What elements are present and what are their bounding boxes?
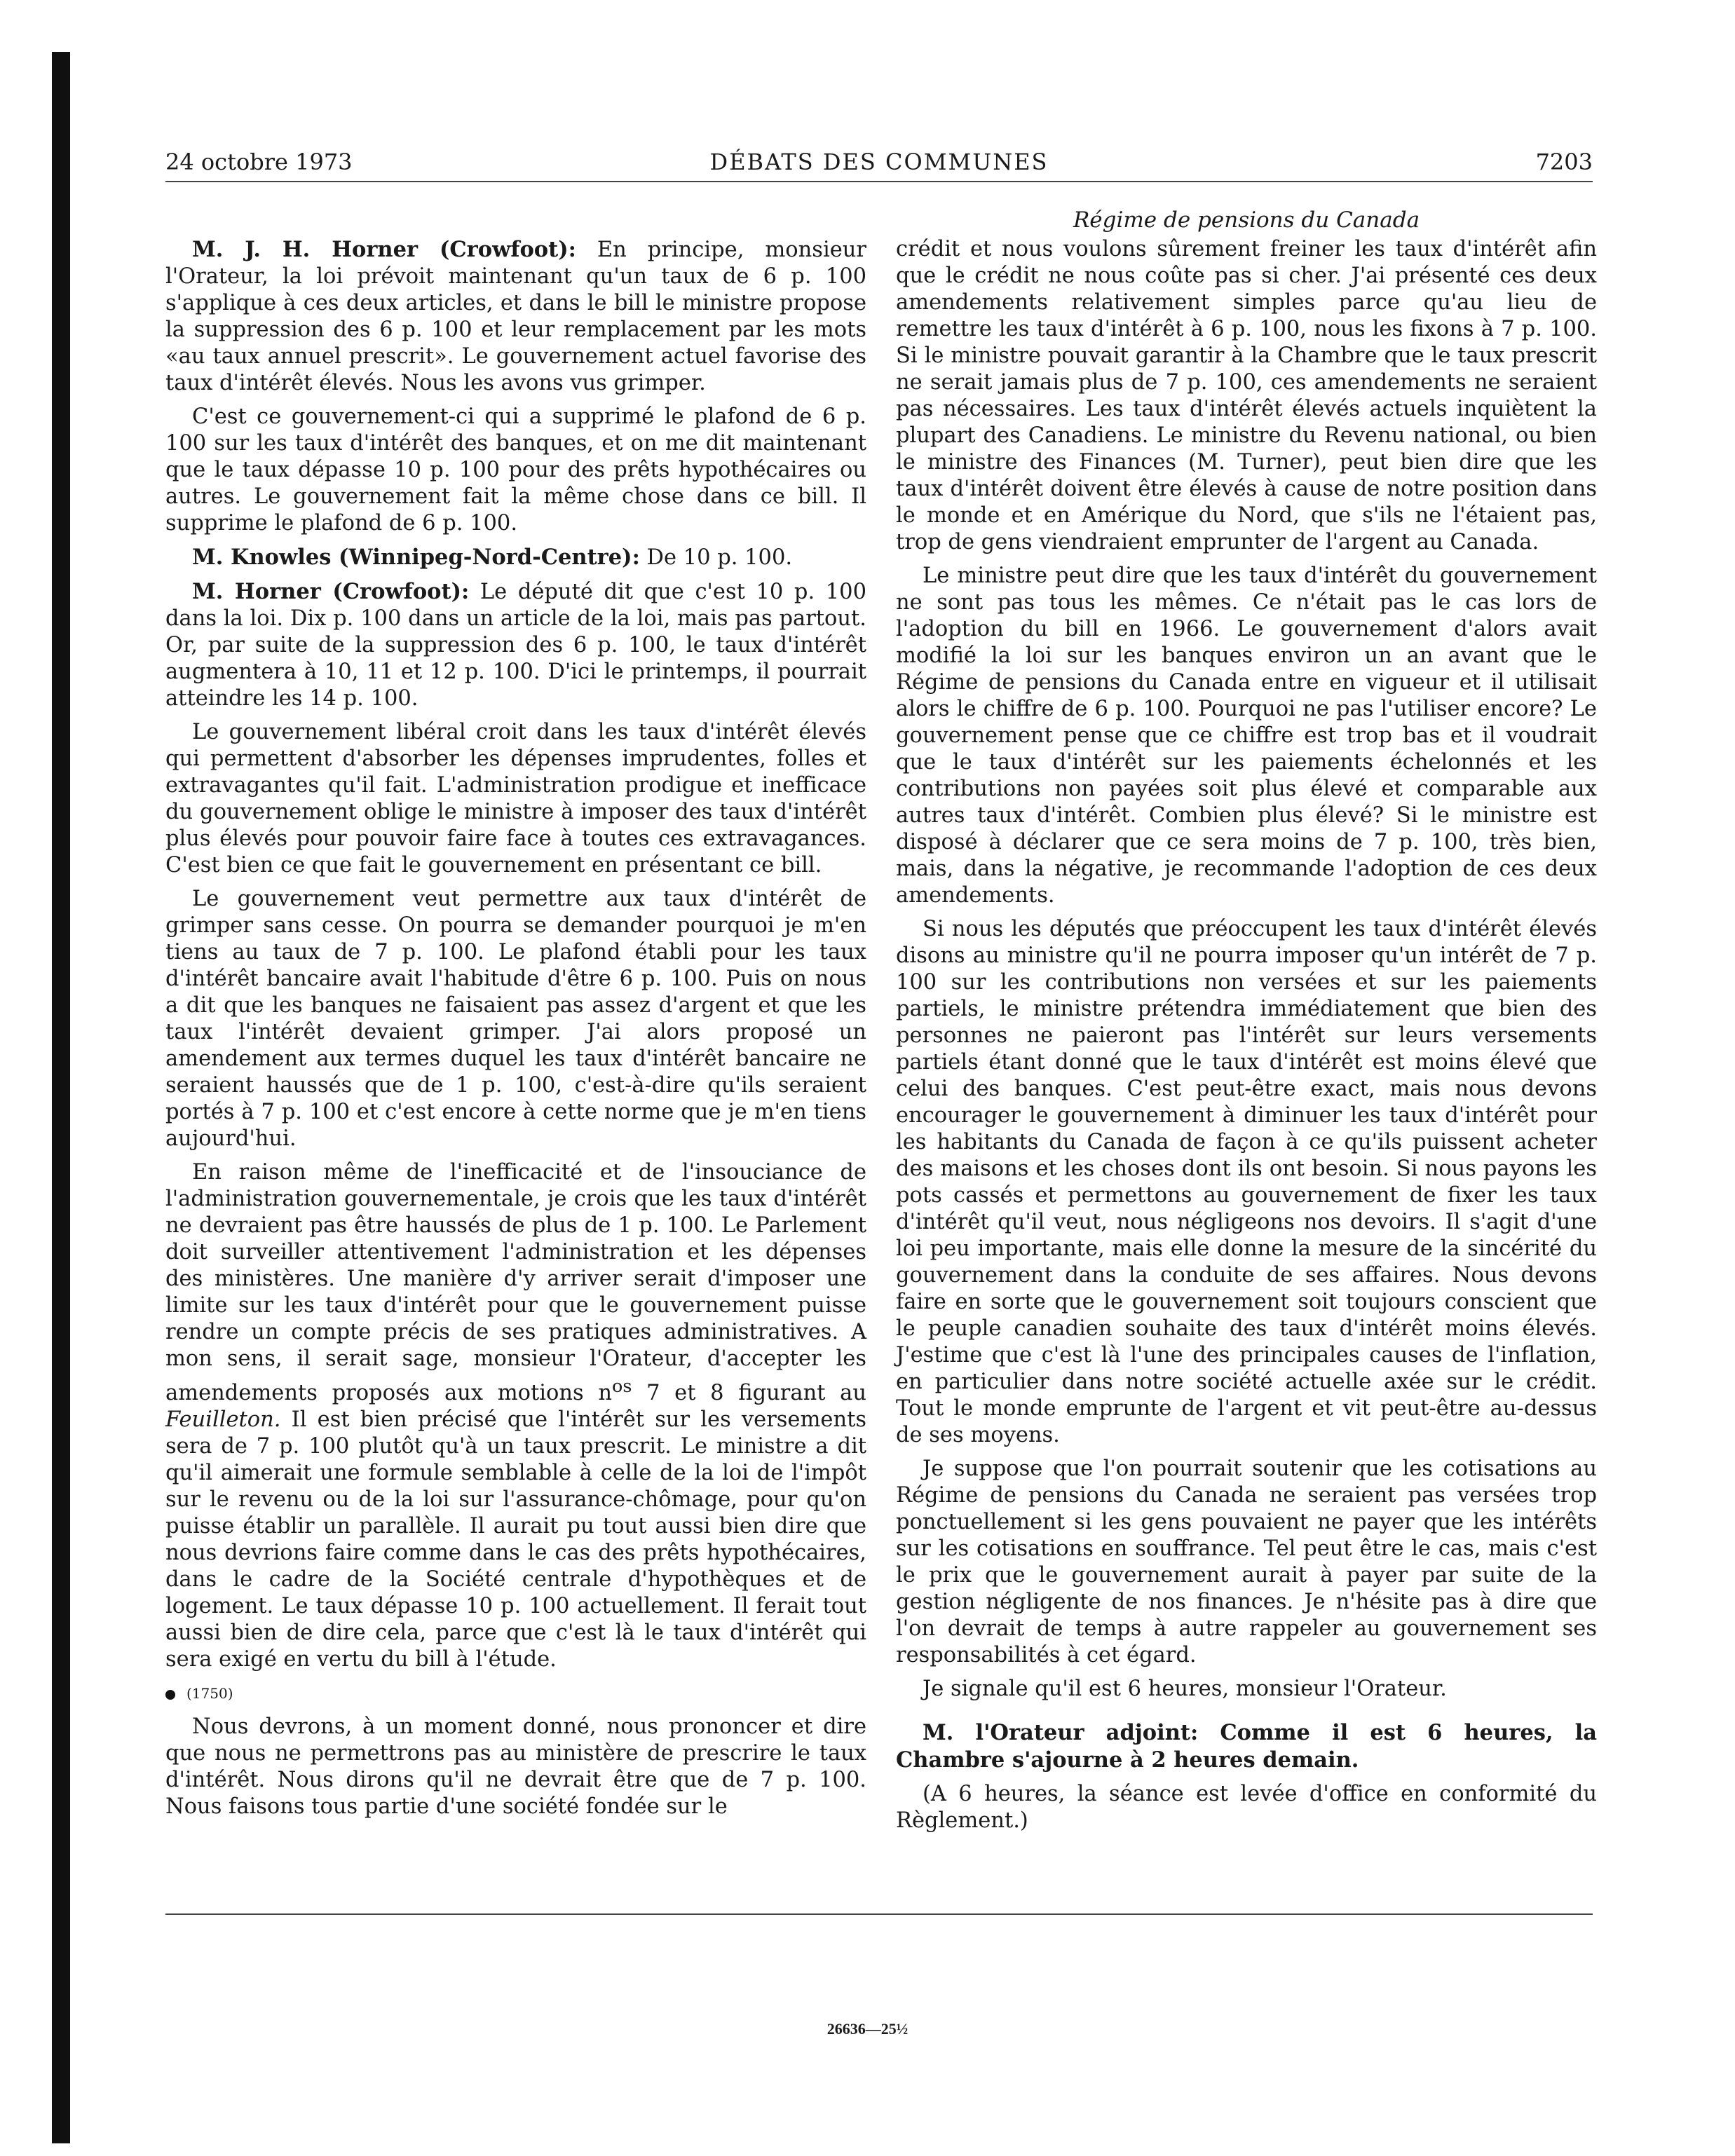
running-title: Régime de pensions du Canada [1073,207,1420,233]
header-date: 24 octobre 1973 [165,149,353,175]
right-column [896,207,1597,1841]
bullet-icon [165,1690,175,1700]
paragraph: En raison même de l'inefficacité et de l'insouciance de l'administration gouvernementale, je crois que les taux d'intérêt ne devraient pas être haussés de plus de 1 p. 100. Le Parlement doit surveiller attentivement l'administration et les dépenses des ministères. Une manière d'y arriver serait d'imposer une limite sur les taux d'intérêt pour que le gouvernement puisse rendre un compte précis de ses pratiques administratives. A mon sens, il serait sage, monsieur l'Orateur, d'accepter les amendements proposés aux motions $n^{os}$ 7 et 8 figurant au Feuilleton. Il est bien précisé que l'intérêt sur les versements sera de 7 p. 100 plutôt qu'à un taux prescrit. Le ministre a dit qu'il aimerait une formule semblable à celle de la loi de l'impôt sur le revenu ou de la loi sur l'assurance-chômage, pour qu'on puisse établir un parallèle. Il aurait pu tout aussi bien dire que nous devrions faire comme dans le cas des prêts hypothécaires, dans le cadre de la Société centrale d'hypothèques et de logement. Le taux dépasse 10 p. 100 actuellement. Il ferait tout aussi bien de dire cela, parce que c'est là le taux d'intérêt qui sera exigé en vertu du bill à l'étude. [165,1160,866,1672]
left-column [165,207,866,1827]
paragraph [896,1719,1597,1774]
paragraph: Nous devrons, à un moment donné, nous prononcer et dire que nous ne permettrons pas au ministère de prescrire le taux d'intérêt. Nous dirons qu'il ne devrait être que de 7 p. 100. Nous faisons tous partie d'une société fondée sur le [165,1714,866,1820]
header-title: DÉBATS DES COMMUNES [709,149,1049,175]
paragraph-text: De 10 p. 100. [639,545,793,570]
paragraph [165,544,866,571]
paragraph-text: Le député dit que c'est 10 p. 100 dans la loi. Dix p. 100 dans un article de la loi, mais pas partout. Or, par suite de la suppression des 6 p. 100, le taux d'intérêt augmentera à 10, 11 et 12 p. 100. D'ici le printemps, il pourrait atteindre les 14 p. 100. [165,580,866,711]
paragraph: (A 6 heures, la séance est levée d'office en conformité du Règlement.) [896,1782,1597,1833]
paragraph [165,236,866,397]
paragraph [165,578,866,712]
header-page-number: 7203 [1535,149,1593,175]
paragraph: crédit et nous voulons sûrement freiner les taux d'intérêt afin que le crédit ne nous coûte pas si cher. J'ai présenté ces deux amendements relativement simples parce qu'au lieu de remettre les taux d'intérêt à 6 p. 100, nous les fixons à 7 p. 100. Si le ministre pouvait garantir à la Chambre que le taux prescrit ne serait jamais plus de 7 p. 100, ces amendements ne seraient pas nécessaires. Les taux d'intérêt élevés actuels inquiètent la plupart des Canadiens. Le ministre du Revenu national, ou bien le ministre des Finances (M. Turner), peut bien dire que les taux d'intérêt doivent être élevés à cause de notre position dans le monde et en Amérique du Nord, que s'ils ne l'étaient pas, trop de gens viendraient emprunter de l'argent au Canada. [896,237,1597,554]
paragraph-text: Comme il est 6 heures, la Chambre s'ajourne à 2 heures demain. [896,1720,1597,1773]
paragraph: Je signale qu'il est 6 heures, monsieur l'Orateur. [923,1677,1447,1701]
paragraph: Je suppose que l'on pourrait soutenir que les cotisations au Régime de pensions du Canada ne seraient pas versées trop ponctuellement si les gens pouvaient ne payer que les intérêts sur les cotisations en souffrance. Tel peut être le cas, mais c'est le prix que le gouvernement aurait à payer par suite de la gestion négligente de nos finances. Je n'hésite pas à dire que l'on devrait de temps à autre rappeler au gouvernement ses responsabilités à cet égard. [896,1456,1597,1667]
speaker-name: M. Horner (Crowfoot): [192,579,470,604]
paragraph: Si nous les députés que préoccupent les taux d'intérêt élevés disons au ministre qu'il ne pourra imposer qu'un intérêt de 7 p. 100 sur les contributions non versées et sur les paiements partiels, le ministre prétendra immédiatement que bien des personnes ne paieront pas l'intérêt sur leurs versements partiels étant donné que le taux d'intérêt est moins élevé que celui des banques. C'est peut-être exact, mais nous devons encourager le gouvernement à diminuer les taux d'intérêt pour les habitants du Canada de façon à ce qu'ils puissent acheter des maisons et les choses dont ils ont besoin. Si nous payons les pots cassés et permettons au gouvernement de fixer les taux d'intérêt qu'il veut, nous négligeons nos devoirs. Il s'agit d'une loi peu importante, mais elle donne la mesure de la sincérité du gouvernement dans la conduite de ses affaires. Nous devons faire en sorte que le gouvernement soit toujours conscient que le peuple canadien souhaite des taux d'intérêt moins élevés. J'estime que c'est là l'une des principales causes de l'inflation, en particulier dans notre société actuelle axée sur le crédit. Tout le monde emprunte de l'argent et vit peut-être au-dessus de ses moyens. [896,917,1597,1447]
paragraph: Le gouvernement libéral croit dans les taux d'intérêt élevés qui permettent d'absorber les dépenses imprudentes, folles et extravagantes qu'il fait. L'administration prodigue et inefficace du gouvernement oblige le ministre à imposer des taux d'intérêt plus élevés pour pouvoir faire face à toutes ces extravagances. C'est bien ce que fait le gouvernement en présentant ce bill. [165,720,866,878]
scan-edge-bar [52,52,70,2143]
speaker-name: M. J. H. Horner (Crowfoot): [192,237,576,262]
time-marker [165,1680,866,1707]
folio-number: 26636—25½ [826,2020,909,2038]
footer-rule [165,1913,1593,1915]
paragraph: Le ministre peut dire que les taux d'intérêt du gouvernement ne sont pas tous les mêmes. Ce n'était pas le cas lors de l'adoption du bill en 1966. Le gouvernement d'alors avait modifié la loi sur les banques environ un an avant que le Régime de pensions du Canada entre en vigueur et il utilisait alors le chiffre de 6 p. 100. Pourquoi ne pas l'utiliser encore? Le gouvernement pense que ce chiffre est trop bas et il voudrait que le taux d'intérêt sur les paiements échelonnés et les contributions non payées soit plus élevé et comparable aux autres taux d'intérêt. Combien plus élevé? Si le ministre est disposé à déclarer que ce sera moins de 7 p. 100, très bien, mais, dans la négative, je recommande l'adoption de ces deux amendements. [896,564,1597,908]
page-header [165,149,1593,182]
speaker-name: M. l'Orateur adjoint: [923,1720,1199,1745]
header-rule [165,181,1593,182]
speaker-name: M. Knowles (Winnipeg-Nord-Centre): [192,545,640,570]
paragraph: C'est ce gouvernement-ci qui a supprimé le plafond de 6 p. 100 sur les taux d'intérêt des banques, et on me dit maintenant que le taux dépasse 10 p. 100 pour des prêts hypothécaires ou autres. Le gouvernement fait la même chose dans ce bill. Il supprime le plafond de 6 p. 100. [165,404,866,535]
paragraph-text: En principe, monsieur l'Orateur, la loi prévoit maintenant qu'un taux de 6 p. 100 s'applique à ces deux articles, et dans le bill le ministre propose la suppression des 6 p. 100 et leur remplacement par les mots «au taux annuel prescrit». Le gouvernement actuel favorise des taux d'intérêt élevés. Nous les avons vus grimper. [165,238,866,395]
time-marker-text: (1750) [186,1685,233,1703]
paragraph: Le gouvernement veut permettre aux taux d'intérêt de grimper sans cesse. On pourra se demander pourquoi je m'en tiens au taux de 7 p. 100. Le plafond établi pour les taux d'intérêt bancaire avait l'habitude d'être 6 p. 100. Puis on nous a dit que les banques ne faisaient pas assez d'argent et que les taux l'intérêt devaient grimper. J'ai alors proposé un amendement aux termes duquel les taux d'intérêt bancaire ne seraient haussés que de 1 p. 100, c'est-à-dire qu'ils seraient portés à 7 p. 100 et c'est encore à cette norme que je m'en tiens aujourd'hui. [165,887,866,1151]
